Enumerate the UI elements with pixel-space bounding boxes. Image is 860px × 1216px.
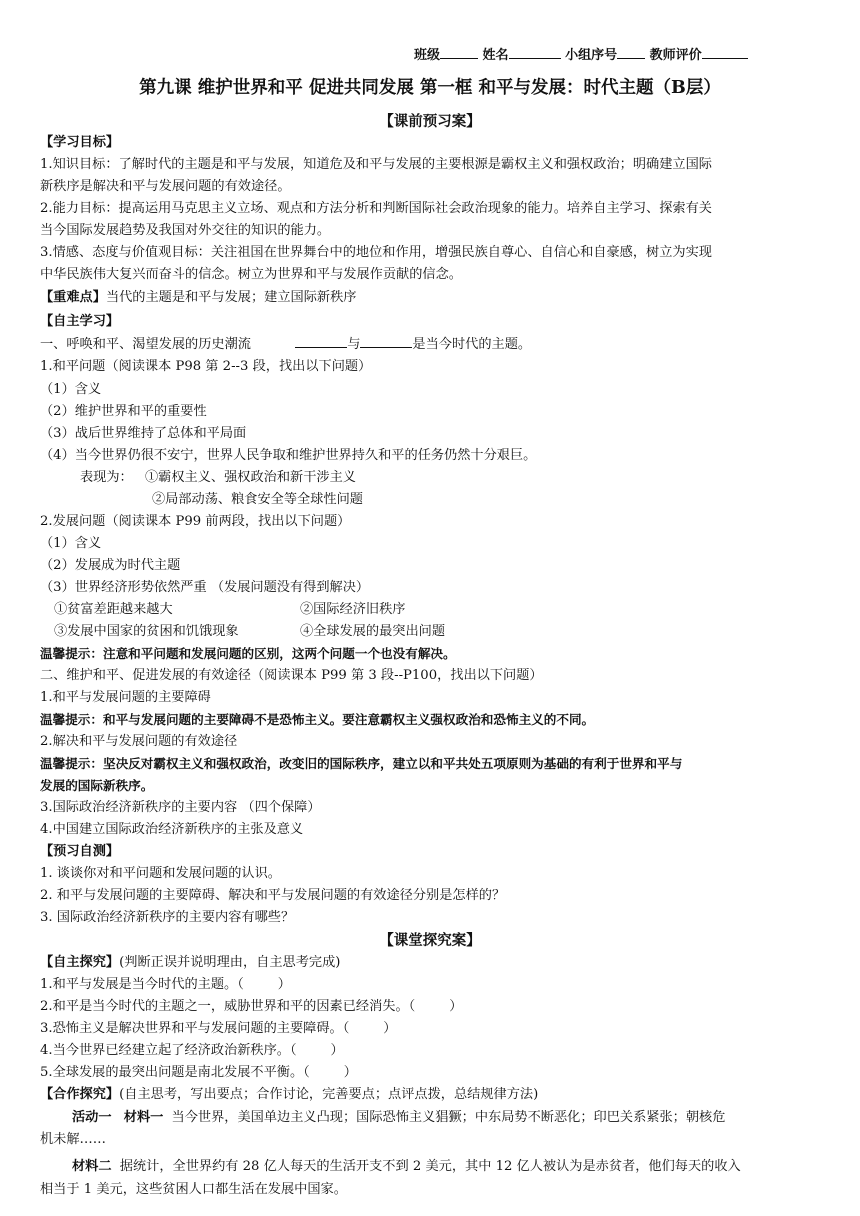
explore-section-title: 【课堂探究案】 <box>379 932 481 949</box>
tip-new-order-line2: 发展的国际新秩序。 <box>40 778 154 793</box>
material-one-text: 当今世界，美国单边主义凸现；国际恐怖主义猖獗；中东局势不断恶化；印巴关系紧张；朝核危 <box>171 1110 726 1125</box>
student-info-line <box>414 44 748 63</box>
section-two-title: 二、维护和平、促进发展的有效途径（阅读课本 P99 第 3 段--P100，找出以下问题） <box>40 668 543 683</box>
judge-q2 <box>40 996 832 1018</box>
judge-q1 <box>40 974 832 996</box>
key-points-line <box>40 287 832 309</box>
class-field[interactable] <box>440 46 478 59</box>
group-field[interactable] <box>617 46 645 59</box>
peace-meaning: （1）含义 <box>40 382 102 397</box>
goal-ability-line1: 2.能力目标：提高运用马克思主义立场、观点和方法分析和判断国际社会政治现象的能力。培养自主学习、探索有关 <box>40 201 712 216</box>
material-one-line2: 机未解…… <box>40 1132 106 1147</box>
china-new-order: 4.中国建立国际政治经济新秩序的主张及意义 <box>40 822 304 837</box>
judge-q2-text: 2.和平是当今时代的主题之一，威胁世界和平的因素已经消失。（ <box>40 999 416 1014</box>
lesson-title: 第九课 维护世界和平 促进共同发展 第一框 和平与发展：时代主题（B层） <box>139 78 721 98</box>
judge-q4-close: ） <box>330 1043 344 1058</box>
key-points-text: 当代的主题是和平与发展；建立国际新秩序 <box>105 290 357 305</box>
judge-q2-close: ） <box>449 999 463 1014</box>
self-test-q3: 3. 国际政治经济新秩序的主要内容有哪些？ <box>40 910 295 925</box>
goal-attitude-line1: 3.情感、态度与价值观目标：关注祖国在世界舞台中的地位和作用，增强民族自尊心、自信心和自豪感，树立为实现 <box>40 245 712 260</box>
theme-blank-2[interactable] <box>360 334 412 348</box>
goal-knowledge-line2: 新秩序是解决和平与发展问题的有效途径。 <box>40 179 291 194</box>
section-one-text: 一、呼唤和平、渴望发展的历史潮流 <box>40 337 251 352</box>
material-one-label: 材料一 <box>123 1110 164 1125</box>
and-text: 与 <box>347 337 361 352</box>
judge-q1-close: ） <box>277 977 291 992</box>
material-two-text: 据统计，全世界约有 28 亿人每天的生活开支不到 2 美元，其中 12 亿人被认为是赤贫者，他们每天的收入 <box>119 1159 741 1174</box>
manifest-item-2: ②局部动荡、粮食安全等全球性问题 <box>152 492 363 507</box>
section-one-end: 是当今时代的主题。 <box>412 337 532 352</box>
key-points-heading: 【重难点】 <box>40 290 106 305</box>
section-one-line <box>40 334 832 356</box>
economy-item-4: ④全球发展的最突出问题 <box>300 624 446 639</box>
economy-items-row1 <box>54 599 832 621</box>
judge-q3-text: 3.恐怖主义是解决世界和平与发展问题的主要障碍。（ <box>40 1021 350 1036</box>
class-label: 班级 <box>414 48 441 63</box>
peace-postwar: （3）战后世界维持了总体和平局面 <box>40 426 247 441</box>
tip-new-order-line1: 温馨提示：坚决反对霸权主义和强权政治，改变旧的国际秩序，建立以和平共处五项原则为基础的有利于世界和平与 <box>40 756 683 771</box>
manifest-item-1: ①霸权主义、强权政治和新干涉主义 <box>144 470 356 485</box>
preview-section-title: 【课前预习案】 <box>379 113 481 130</box>
name-label: 姓名 <box>482 48 509 63</box>
self-test-heading: 【预习自测】 <box>40 844 120 859</box>
development-theme: （2）发展成为时代主题 <box>40 558 181 573</box>
self-test-q1: 1. 谈谈你对和平问题和发展问题的认识。 <box>40 866 281 881</box>
economy-item-1: ①贫富差距越来越大 <box>54 602 173 617</box>
self-explore-line <box>40 952 832 974</box>
material-two-line1 <box>72 1156 832 1178</box>
tip-obstacle: 温馨提示：和平与发展问题的主要障碍不是恐怖主义。要注意霸权主义强权政治和恐怖主义的不同。 <box>40 712 595 727</box>
goal-attitude-line2: 中华民族伟大复兴而奋斗的信念。树立为世界和平与发展作贡献的信念。 <box>40 267 462 282</box>
goals-heading: 【学习目标】 <box>40 135 120 150</box>
new-order-content: 3.国际政治经济新秩序的主要内容 （四个保障） <box>40 800 321 815</box>
economy-item-3: ③发展中国家的贫困和饥饿现象 <box>54 624 239 639</box>
goal-knowledge-line1: 1.知识目标：了解时代的主题是和平与发展，知道危及和平与发展的主要根源是霸权主义和强权政治；明确建立国际 <box>40 157 712 172</box>
teacher-eval-field[interactable] <box>702 46 748 59</box>
material-two-label: 材料二 <box>72 1159 112 1174</box>
peace-question-title: 1.和平问题（阅读课本 P98 第 2--3 段，找出以下问题） <box>40 359 372 374</box>
self-test-q2: 2. 和平与发展问题的主要障碍、解决和平与发展问题的有效途径分别是怎样的？ <box>40 888 506 903</box>
name-field[interactable] <box>509 46 561 59</box>
judge-q5 <box>40 1062 832 1084</box>
teacher-eval-label: 教师评价 <box>649 48 702 63</box>
judge-q3 <box>40 1018 832 1040</box>
economy-serious: （3）世界经济形势依然严重 （发展问题没有得到解决） <box>40 580 370 595</box>
main-obstacle: 1.和平与发展问题的主要障碍 <box>40 690 211 705</box>
judge-q3-close: ） <box>383 1021 397 1036</box>
self-study-heading: 【自主学习】 <box>40 314 120 329</box>
coop-explore-heading: 【合作探究】 <box>40 1087 120 1102</box>
activity-one-label: 活动一 <box>72 1110 112 1125</box>
group-label: 小组序号 <box>565 48 618 63</box>
material-one-line1 <box>72 1107 832 1129</box>
manifest-label: 表现为： <box>80 470 133 485</box>
self-explore-note: (判断正误并说明理由，自主思考完成) <box>119 955 341 970</box>
self-explore-heading: 【自主探究】 <box>40 955 120 970</box>
goal-ability-line2: 当今国际发展趋势及我国对外交往的知识的能力。 <box>40 223 331 238</box>
economy-item-2: ②国际经济旧秩序 <box>300 602 406 617</box>
judge-q1-text: 1.和平与发展是当今时代的主题。（ <box>40 977 244 992</box>
material-two-line2: 相当于 1 美元，这些贫困人口都生活在发展中国家。 <box>40 1182 347 1197</box>
effective-way: 2.解决和平与发展问题的有效途径 <box>40 734 238 749</box>
tip-difference: 温馨提示：注意和平问题和发展问题的区别，这两个问题一个也没有解决。 <box>40 646 456 661</box>
theme-blank-1[interactable] <box>295 334 347 348</box>
peace-importance: （2）维护世界和平的重要性 <box>40 404 207 419</box>
coop-explore-line <box>40 1084 832 1106</box>
coop-explore-note: (自主思考，写出要点；合作讨论，完善要点；点评点拨，总结规律方法) <box>119 1087 539 1102</box>
judge-q4-text: 4.当今世界已经建立起了经济政治新秩序。（ <box>40 1043 297 1058</box>
judge-q5-close: ） <box>343 1065 357 1080</box>
peace-manifest-line1 <box>80 467 832 489</box>
development-meaning: （1）含义 <box>40 536 102 551</box>
judge-q5-text: 5.全球发展的最突出问题是南北发展不平衡。（ <box>40 1065 310 1080</box>
peace-still-unstable: （4）当今世界仍很不安宁，世界人民争取和维护世界持久和平的任务仍然十分艰巨。 <box>40 448 537 463</box>
development-question-title: 2.发展问题（阅读课本 P99 前两段，找出以下问题） <box>40 514 351 529</box>
economy-items-row2 <box>54 621 832 643</box>
judge-q4 <box>40 1040 832 1062</box>
